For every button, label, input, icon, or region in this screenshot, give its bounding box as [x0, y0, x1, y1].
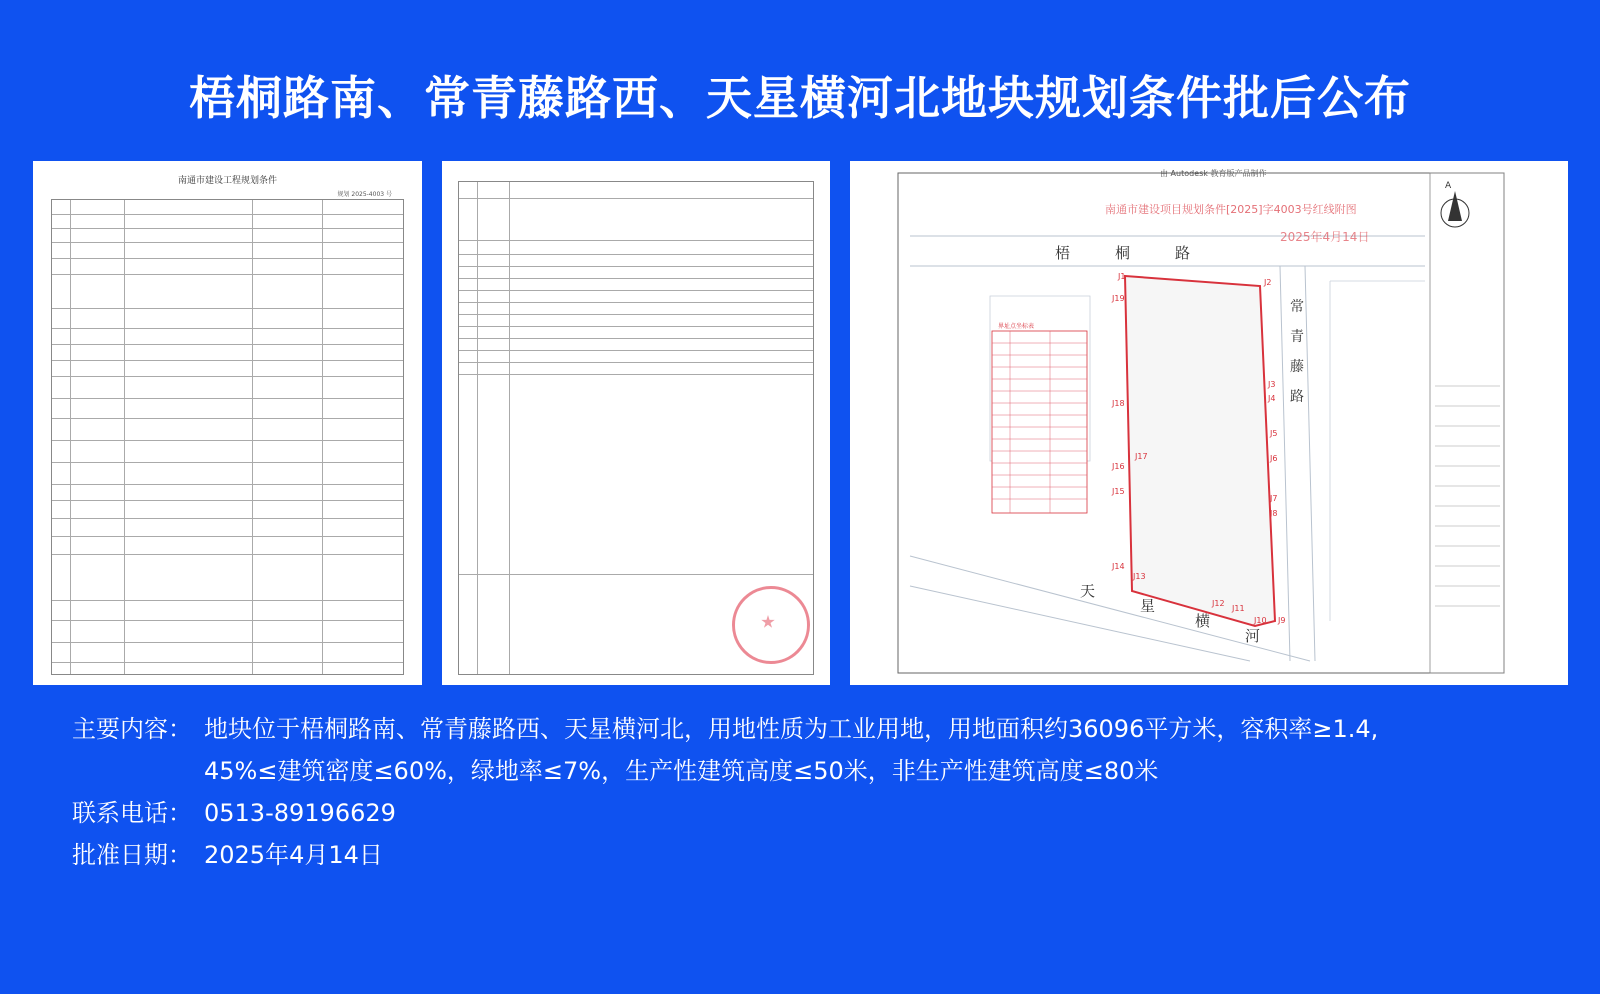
- approval-date-label: 批准日期：: [72, 841, 192, 869]
- point-label: J16: [1112, 462, 1125, 471]
- point-label: J5: [1270, 429, 1278, 438]
- river-south-char-3: 横: [1195, 612, 1211, 630]
- road-east-char-4: 路: [1290, 389, 1304, 405]
- road-east-char-2: 青: [1290, 329, 1304, 345]
- point-label: J18: [1112, 399, 1125, 408]
- page-title: 梧桐路南、常青藤路西、天星横河北地块规划条件批后公布: [189, 71, 1411, 125]
- document-number: 规划 2025-4003 号: [337, 191, 392, 198]
- redline-stamp-text: 南通市建设项目规划条件[2025]字4003号红线附图: [1105, 203, 1357, 216]
- planning-conditions-document-page2: [442, 161, 830, 685]
- document-heading: 南通市建设工程规划条件: [177, 176, 277, 186]
- road-north-char-1: 梧: [1055, 244, 1071, 262]
- point-label: J19: [1112, 294, 1125, 303]
- point-label: J12: [1212, 599, 1225, 608]
- north-arrow-icon: A: [1445, 181, 1452, 191]
- conditions-table: [51, 199, 404, 675]
- point-label: J11: [1232, 604, 1245, 613]
- site-plan-drawing: [850, 161, 1568, 685]
- road-east-char-1: 常: [1290, 299, 1304, 315]
- announcement-info: [72, 708, 1572, 876]
- point-label: J10: [1254, 616, 1267, 625]
- river-south-char-1: 天: [1080, 582, 1096, 600]
- point-label: J17: [1135, 452, 1148, 461]
- approval-date: 2025年4月14日: [204, 841, 383, 869]
- planning-conditions-document-page1: [33, 161, 422, 685]
- redline-site-plan: [850, 161, 1568, 685]
- content-text-line1: 地块位于梧桐路南、常青藤路西、天星横河北，用地性质为工业用地，用地面积约36096平方米，容积率≥1.4,: [204, 715, 1379, 743]
- point-label: J7: [1270, 494, 1278, 503]
- phone-number[interactable]: 0513-89196629: [204, 799, 396, 827]
- river-south-char-2: 星: [1140, 597, 1156, 615]
- point-label: J4: [1268, 394, 1276, 403]
- point-label: J15: [1112, 487, 1125, 496]
- autodesk-banner: 由 Autodesk 教育版产品制作: [1160, 169, 1267, 178]
- point-label: J8: [1270, 509, 1278, 518]
- river-south-char-4: 河: [1245, 627, 1261, 645]
- content-label: 主要内容：: [72, 715, 192, 743]
- point-label: J1: [1118, 272, 1126, 281]
- phone-label: 联系电话：: [72, 799, 192, 827]
- road-north-char-3: 路: [1175, 244, 1191, 262]
- official-seal-stamp: [732, 586, 810, 664]
- point-label: J6: [1270, 454, 1278, 463]
- road-north-char-2: 桐: [1115, 244, 1131, 262]
- plan-date-stamp: 2025年4月14日: [1280, 230, 1370, 244]
- content-text-line2: 45%≤建筑密度≤60%，绿地率≤7%，生产性建筑高度≤50米，非生产性建筑高度≤80米: [204, 757, 1159, 785]
- coordinate-table-title: 界址点坐标表: [998, 323, 1035, 330]
- point-label: J3: [1268, 380, 1276, 389]
- point-label: J2: [1264, 278, 1272, 287]
- point-label: J14: [1112, 562, 1125, 571]
- road-east-char-3: 藤: [1290, 359, 1304, 375]
- point-label: J9: [1278, 616, 1286, 625]
- point-label: J13: [1133, 572, 1146, 581]
